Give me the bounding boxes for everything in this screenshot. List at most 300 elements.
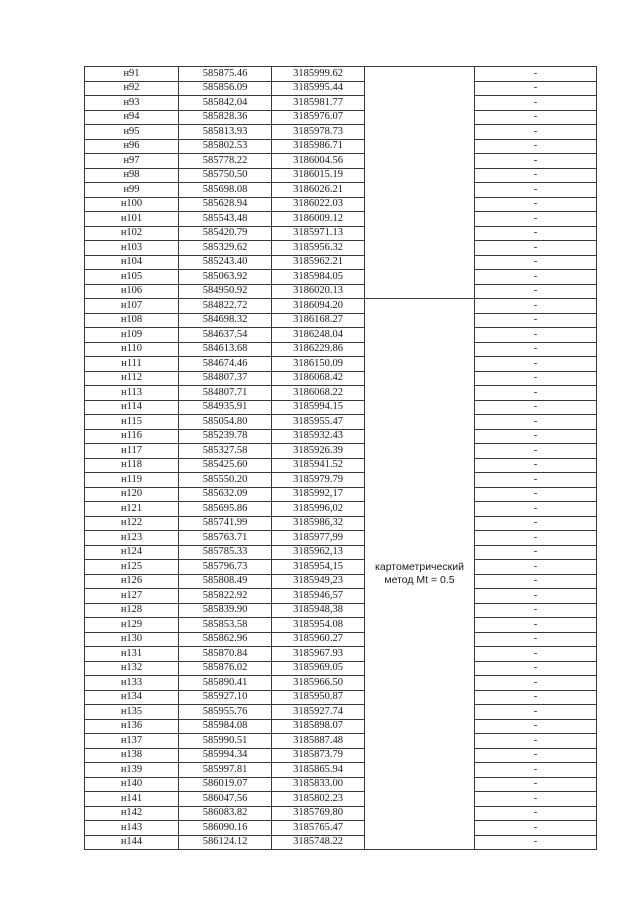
table-row (85, 212, 597, 227)
x-coordinate-cell: 585763.71 (179, 531, 272, 546)
y-coordinate-cell: 3185949,23 (272, 574, 365, 589)
method-cell (365, 661, 475, 676)
table-row (85, 270, 597, 285)
x-coordinate-cell: 584950.92 (179, 284, 272, 299)
table-row (85, 139, 597, 154)
x-coordinate-cell: 585955.76 (179, 705, 272, 720)
table-row (85, 705, 597, 720)
point-name-cell: н132 (85, 661, 179, 676)
accuracy-cell: - (475, 647, 597, 662)
x-coordinate-cell: 585695.86 (179, 502, 272, 517)
method-cell (365, 763, 475, 778)
point-name-cell: н101 (85, 212, 179, 227)
table-row (85, 284, 597, 299)
method-cell (365, 458, 475, 473)
x-coordinate-cell: 585875.46 (179, 67, 272, 82)
accuracy-cell: - (475, 400, 597, 415)
x-coordinate-cell: 585808.49 (179, 574, 272, 589)
accuracy-cell: - (475, 661, 597, 676)
x-coordinate-cell: 586083.82 (179, 806, 272, 821)
accuracy-cell: - (475, 705, 597, 720)
accuracy-cell: - (475, 299, 597, 314)
accuracy-cell: - (475, 168, 597, 183)
table-row (85, 313, 597, 328)
table-row (85, 342, 597, 357)
accuracy-cell: - (475, 545, 597, 560)
point-name-cell: н137 (85, 734, 179, 749)
accuracy-cell: - (475, 357, 597, 372)
point-name-cell: н116 (85, 429, 179, 444)
point-name-cell: н119 (85, 473, 179, 488)
method-cell (365, 125, 475, 140)
method-cell (365, 212, 475, 227)
point-name-cell: н102 (85, 226, 179, 241)
x-coordinate-cell: 585063.92 (179, 270, 272, 285)
accuracy-cell: - (475, 429, 597, 444)
point-name-cell: н130 (85, 632, 179, 647)
table-row (85, 763, 597, 778)
point-name-cell: н134 (85, 690, 179, 705)
y-coordinate-cell: 3185984.05 (272, 270, 365, 285)
accuracy-cell: - (475, 806, 597, 821)
accuracy-cell: - (475, 821, 597, 836)
accuracy-cell: - (475, 415, 597, 430)
y-coordinate-cell: 3185954.08 (272, 618, 365, 633)
y-coordinate-cell: 3185765.47 (272, 821, 365, 836)
x-coordinate-cell: 584935.91 (179, 400, 272, 415)
y-coordinate-cell: 3185981.77 (272, 96, 365, 111)
accuracy-cell: - (475, 589, 597, 604)
accuracy-cell: - (475, 241, 597, 256)
accuracy-cell: - (475, 386, 597, 401)
point-name-cell: н121 (85, 502, 179, 517)
point-name-cell: н112 (85, 371, 179, 386)
accuracy-cell: - (475, 284, 597, 299)
method-cell (365, 67, 475, 82)
x-coordinate-cell: 585802.53 (179, 139, 272, 154)
point-name-cell: н131 (85, 647, 179, 662)
x-coordinate-cell: 585870.84 (179, 647, 272, 662)
x-coordinate-cell: 584637.54 (179, 328, 272, 343)
point-name-cell: н117 (85, 444, 179, 459)
table-row (85, 690, 597, 705)
method-cell (365, 400, 475, 415)
table-row (85, 357, 597, 372)
table-row (85, 415, 597, 430)
method-cell (365, 313, 475, 328)
x-coordinate-cell: 585778.22 (179, 154, 272, 169)
table-row (85, 589, 597, 604)
y-coordinate-cell: 3185948,38 (272, 603, 365, 618)
x-coordinate-cell: 585853.58 (179, 618, 272, 633)
accuracy-cell: - (475, 618, 597, 633)
accuracy-cell: - (475, 574, 597, 589)
y-coordinate-cell: 3185962,13 (272, 545, 365, 560)
accuracy-cell: - (475, 458, 597, 473)
y-coordinate-cell: 3185802.23 (272, 792, 365, 807)
point-name-cell: н143 (85, 821, 179, 836)
x-coordinate-cell: 585796.73 (179, 560, 272, 575)
accuracy-cell: - (475, 139, 597, 154)
table-row (85, 241, 597, 256)
point-name-cell: н142 (85, 806, 179, 821)
point-name-cell: н123 (85, 531, 179, 546)
accuracy-cell: - (475, 473, 597, 488)
x-coordinate-cell: 585425.60 (179, 458, 272, 473)
accuracy-cell: - (475, 226, 597, 241)
method-cell (365, 415, 475, 430)
y-coordinate-cell: 3185979.79 (272, 473, 365, 488)
y-coordinate-cell: 3185946,57 (272, 589, 365, 604)
coordinates-table-body (85, 67, 597, 850)
table-row (85, 676, 597, 691)
point-name-cell: н106 (85, 284, 179, 299)
table-row (85, 560, 597, 575)
table-row (85, 429, 597, 444)
accuracy-cell: - (475, 110, 597, 125)
method-cell (365, 255, 475, 270)
point-name-cell: н136 (85, 719, 179, 734)
table-row (85, 487, 597, 502)
method-cell (365, 618, 475, 633)
method-cell (365, 342, 475, 357)
x-coordinate-cell: 586047.56 (179, 792, 272, 807)
table-row (85, 328, 597, 343)
point-name-cell: н110 (85, 342, 179, 357)
point-name-cell: н93 (85, 96, 179, 111)
x-coordinate-cell: 584822.72 (179, 299, 272, 314)
method-cell (365, 647, 475, 662)
y-coordinate-cell: 3185954,15 (272, 560, 365, 575)
x-coordinate-cell: 585876.02 (179, 661, 272, 676)
table-row (85, 255, 597, 270)
point-name-cell: н144 (85, 835, 179, 850)
x-coordinate-cell: 584807.37 (179, 371, 272, 386)
x-coordinate-cell: 584807.71 (179, 386, 272, 401)
accuracy-cell: - (475, 67, 597, 82)
point-name-cell: н111 (85, 357, 179, 372)
point-name-cell: н91 (85, 67, 179, 82)
y-coordinate-cell: 3186020.13 (272, 284, 365, 299)
y-coordinate-cell: 3185956.32 (272, 241, 365, 256)
x-coordinate-cell: 585628.94 (179, 197, 272, 212)
table-row (85, 226, 597, 241)
point-name-cell: н120 (85, 487, 179, 502)
table-row (85, 67, 597, 82)
point-name-cell: н126 (85, 574, 179, 589)
table-row (85, 197, 597, 212)
y-coordinate-cell: 3185898.07 (272, 719, 365, 734)
y-coordinate-cell: 3185994.15 (272, 400, 365, 415)
accuracy-cell: - (475, 734, 597, 749)
point-name-cell: н107 (85, 299, 179, 314)
x-coordinate-cell: 585828.36 (179, 110, 272, 125)
point-name-cell: н103 (85, 241, 179, 256)
coordinates-table (84, 66, 597, 850)
accuracy-cell: - (475, 676, 597, 691)
x-coordinate-cell: 585785.33 (179, 545, 272, 560)
method-cell (365, 110, 475, 125)
table-row (85, 777, 597, 792)
y-coordinate-cell: 3185950.87 (272, 690, 365, 705)
method-cell (365, 589, 475, 604)
method-cell (365, 444, 475, 459)
y-coordinate-cell: 3185769.80 (272, 806, 365, 821)
method-cell (365, 154, 475, 169)
method-cell (365, 690, 475, 705)
table-row (85, 835, 597, 850)
method-cell (365, 284, 475, 299)
x-coordinate-cell: 586019.07 (179, 777, 272, 792)
table-row (85, 81, 597, 96)
y-coordinate-cell: 3186009.12 (272, 212, 365, 227)
y-coordinate-cell: 3186022.03 (272, 197, 365, 212)
accuracy-cell: - (475, 96, 597, 111)
table-row (85, 661, 597, 676)
table-row (85, 299, 597, 314)
method-cell (365, 560, 475, 589)
accuracy-cell: - (475, 342, 597, 357)
method-cell (365, 473, 475, 488)
x-coordinate-cell: 585984.08 (179, 719, 272, 734)
x-coordinate-cell: 584674.46 (179, 357, 272, 372)
y-coordinate-cell: 3186150.09 (272, 357, 365, 372)
point-name-cell: н97 (85, 154, 179, 169)
x-coordinate-cell: 585243.40 (179, 255, 272, 270)
y-coordinate-cell: 3185865.94 (272, 763, 365, 778)
y-coordinate-cell: 3185873.79 (272, 748, 365, 763)
y-coordinate-cell: 3185986.71 (272, 139, 365, 154)
y-coordinate-cell: 3186068.42 (272, 371, 365, 386)
y-coordinate-cell: 3185996,02 (272, 502, 365, 517)
x-coordinate-cell: 585543.48 (179, 212, 272, 227)
accuracy-cell: - (475, 183, 597, 198)
point-name-cell: н109 (85, 328, 179, 343)
method-cell (365, 719, 475, 734)
y-coordinate-cell: 3185962.21 (272, 255, 365, 270)
point-name-cell: н125 (85, 560, 179, 575)
table-row (85, 632, 597, 647)
accuracy-cell: - (475, 632, 597, 647)
table-row (85, 748, 597, 763)
accuracy-cell: - (475, 487, 597, 502)
method-cell (365, 386, 475, 401)
method-label-line1: картометрический (375, 561, 464, 573)
x-coordinate-cell: 585054.80 (179, 415, 272, 430)
accuracy-cell: - (475, 328, 597, 343)
point-name-cell: н128 (85, 603, 179, 618)
table-row (85, 125, 597, 140)
method-cell (365, 241, 475, 256)
method-cell (365, 603, 475, 618)
y-coordinate-cell: 3185927.74 (272, 705, 365, 720)
table-row (85, 371, 597, 386)
x-coordinate-cell: 585856.09 (179, 81, 272, 96)
method-cell (365, 748, 475, 763)
accuracy-cell: - (475, 560, 597, 575)
point-name-cell: н135 (85, 705, 179, 720)
x-coordinate-cell: 585822.92 (179, 589, 272, 604)
y-coordinate-cell: 3185932.43 (272, 429, 365, 444)
x-coordinate-cell: 585741.99 (179, 516, 272, 531)
x-coordinate-cell: 584698.32 (179, 313, 272, 328)
table-row (85, 647, 597, 662)
point-name-cell: н104 (85, 255, 179, 270)
x-coordinate-cell: 585994.34 (179, 748, 272, 763)
accuracy-cell: - (475, 516, 597, 531)
table-row (85, 183, 597, 198)
table-row (85, 574, 597, 589)
x-coordinate-cell: 586124.12 (179, 835, 272, 850)
point-name-cell: н114 (85, 400, 179, 415)
x-coordinate-cell: 586090.16 (179, 821, 272, 836)
accuracy-cell: - (475, 603, 597, 618)
x-coordinate-cell: 585842.04 (179, 96, 272, 111)
y-coordinate-cell: 3186094.20 (272, 299, 365, 314)
accuracy-cell: - (475, 748, 597, 763)
x-coordinate-cell: 585862.96 (179, 632, 272, 647)
y-coordinate-cell: 3185967.93 (272, 647, 365, 662)
accuracy-cell: - (475, 313, 597, 328)
x-coordinate-cell: 585927.10 (179, 690, 272, 705)
point-name-cell: н115 (85, 415, 179, 430)
accuracy-cell: - (475, 255, 597, 270)
point-name-cell: н105 (85, 270, 179, 285)
table-row (85, 734, 597, 749)
accuracy-cell: - (475, 270, 597, 285)
table-row (85, 458, 597, 473)
x-coordinate-cell: 585997.81 (179, 763, 272, 778)
table-row (85, 531, 597, 546)
y-coordinate-cell: 3185960.27 (272, 632, 365, 647)
table-row (85, 821, 597, 836)
method-cell (365, 734, 475, 749)
y-coordinate-cell: 3186004.56 (272, 154, 365, 169)
y-coordinate-cell: 3186248.04 (272, 328, 365, 343)
table-row (85, 618, 597, 633)
accuracy-cell: - (475, 835, 597, 850)
method-cell (365, 357, 475, 372)
accuracy-cell: - (475, 690, 597, 705)
x-coordinate-cell: 585327.58 (179, 444, 272, 459)
method-cell (365, 777, 475, 792)
method-cell (365, 806, 475, 821)
method-cell (365, 299, 475, 314)
table-row (85, 806, 597, 821)
method-cell (365, 705, 475, 720)
y-coordinate-cell: 3185977,99 (272, 531, 365, 546)
table-row (85, 502, 597, 517)
method-cell (365, 168, 475, 183)
method-cell (365, 371, 475, 386)
y-coordinate-cell: 3185992,17 (272, 487, 365, 502)
accuracy-cell: - (475, 444, 597, 459)
point-name-cell: н141 (85, 792, 179, 807)
table-row (85, 400, 597, 415)
table-row (85, 386, 597, 401)
y-coordinate-cell: 3185969.05 (272, 661, 365, 676)
x-coordinate-cell: 585750.50 (179, 168, 272, 183)
x-coordinate-cell: 585550.20 (179, 473, 272, 488)
method-cell (365, 821, 475, 836)
y-coordinate-cell: 3185971.13 (272, 226, 365, 241)
method-cell (365, 545, 475, 560)
point-name-cell: н139 (85, 763, 179, 778)
x-coordinate-cell: 585329.62 (179, 241, 272, 256)
y-coordinate-cell: 3185926.39 (272, 444, 365, 459)
y-coordinate-cell: 3185955.47 (272, 415, 365, 430)
table-row (85, 444, 597, 459)
point-name-cell: н100 (85, 197, 179, 212)
y-coordinate-cell: 3185941.52 (272, 458, 365, 473)
method-cell (365, 502, 475, 517)
point-name-cell: н94 (85, 110, 179, 125)
point-name-cell: н98 (85, 168, 179, 183)
point-name-cell: н92 (85, 81, 179, 96)
table-row (85, 603, 597, 618)
x-coordinate-cell: 585632.09 (179, 487, 272, 502)
accuracy-cell: - (475, 763, 597, 778)
method-cell (365, 139, 475, 154)
x-coordinate-cell: 585890.41 (179, 676, 272, 691)
x-coordinate-cell: 585990.51 (179, 734, 272, 749)
y-coordinate-cell: 3185966.50 (272, 676, 365, 691)
table-row (85, 719, 597, 734)
method-label-line2: метод Mt = 0.5 (384, 574, 455, 586)
x-coordinate-cell: 585420.79 (179, 226, 272, 241)
y-coordinate-cell: 3186068.22 (272, 386, 365, 401)
y-coordinate-cell: 3185999.62 (272, 67, 365, 82)
x-coordinate-cell: 585839.90 (179, 603, 272, 618)
method-cell (365, 487, 475, 502)
y-coordinate-cell: 3185748.22 (272, 835, 365, 850)
method-cell (365, 226, 475, 241)
y-coordinate-cell: 3186026.21 (272, 183, 365, 198)
y-coordinate-cell: 3186168.27 (272, 313, 365, 328)
table-row (85, 545, 597, 560)
table-row (85, 473, 597, 488)
point-name-cell: н140 (85, 777, 179, 792)
accuracy-cell: - (475, 81, 597, 96)
method-cell (365, 81, 475, 96)
point-name-cell: н133 (85, 676, 179, 691)
method-cell (365, 676, 475, 691)
point-name-cell: н108 (85, 313, 179, 328)
y-coordinate-cell: 3185986,32 (272, 516, 365, 531)
accuracy-cell: - (475, 531, 597, 546)
point-name-cell: н129 (85, 618, 179, 633)
accuracy-cell: - (475, 777, 597, 792)
table-row (85, 168, 597, 183)
table-row (85, 516, 597, 531)
point-name-cell: н95 (85, 125, 179, 140)
method-cell (365, 270, 475, 285)
x-coordinate-cell: 585813.93 (179, 125, 272, 140)
table-row (85, 792, 597, 807)
point-name-cell: н124 (85, 545, 179, 560)
point-name-cell: н113 (85, 386, 179, 401)
point-name-cell: н99 (85, 183, 179, 198)
method-cell (365, 792, 475, 807)
accuracy-cell: - (475, 154, 597, 169)
accuracy-cell: - (475, 502, 597, 517)
method-cell (365, 328, 475, 343)
y-coordinate-cell: 3185887.48 (272, 734, 365, 749)
y-coordinate-cell: 3186015.19 (272, 168, 365, 183)
table-row (85, 154, 597, 169)
point-name-cell: н96 (85, 139, 179, 154)
table-row (85, 96, 597, 111)
